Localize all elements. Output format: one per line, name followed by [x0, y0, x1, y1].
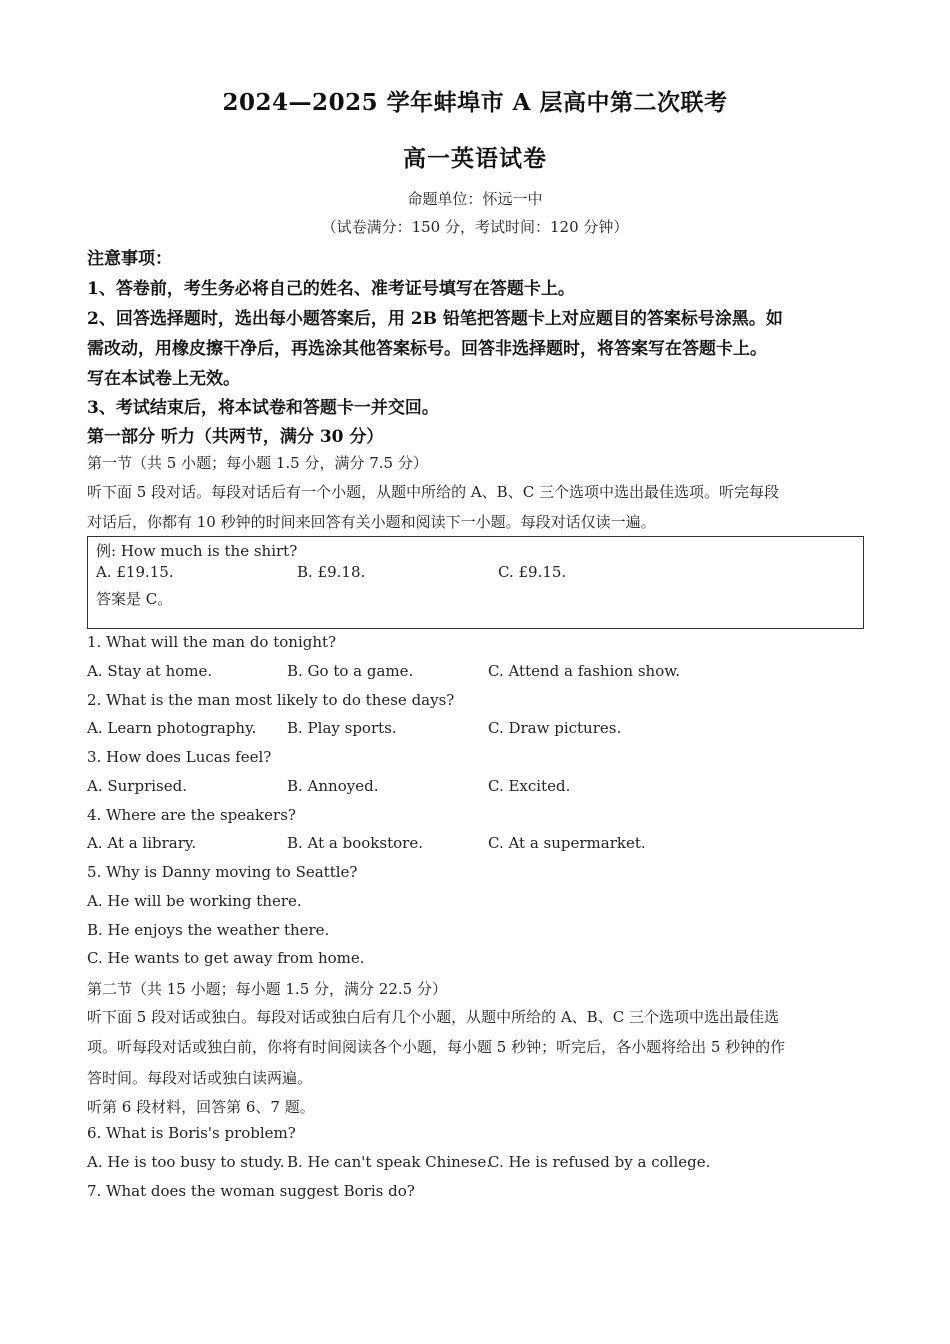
example-answer: 答案是 C。 [96, 590, 173, 608]
note-item: 2、回答选择题时，选出每小题答案后，用 2B 铅笔把答题卡上对应题目的答案标号涂黑。如 [87, 309, 783, 329]
option-a: A. He is too busy to study. [87, 1153, 285, 1171]
option-b: B. Go to a game. [287, 662, 414, 680]
option-a: A. Stay at home. [87, 662, 213, 680]
example-option-a: A. £19.15. [96, 563, 174, 581]
material-6-heading: 听第 6 段材料，回答第 6、7 题。 [87, 1098, 315, 1116]
note-item: 3、考试结束后，将本试卷和答题卡一并交回。 [87, 398, 439, 418]
section1-instructions: 听下面 5 段对话。每段对话后有一个小题，从题中所给的 A、B、C 三个选项中选出最佳选项。听完每段 [87, 483, 779, 501]
option-c: C. Draw pictures. [488, 719, 622, 737]
question-stem: 7. What does the woman suggest Boris do? [87, 1182, 415, 1200]
notes-heading: 注意事项： [87, 249, 172, 269]
question-stem: 2. What is the man most likely to do these days? [87, 691, 455, 709]
option-a: A. He will be working there. [87, 892, 302, 910]
section2-instructions: 项。听每段对话或独白前，你将有时间阅读各个小题，每小题 5 秒钟；听完后，各小题将给出 5 秒钟的作 [87, 1038, 786, 1056]
option-c: C. He is refused by a college. [488, 1153, 711, 1171]
part1-heading: 第一部分 听力（共两节，满分 30 分） [87, 427, 384, 447]
example-box [87, 536, 864, 629]
note-item: 需改动，用橡皮擦干净后，再选涂其他答案标号。回答非选择题时，将答案写在答题卡上。 [87, 339, 767, 359]
option-b: B. He enjoys the weather there. [87, 921, 330, 939]
note-item: 写在本试卷上无效。 [87, 369, 240, 389]
question-stem: 1. What will the man do tonight? [87, 633, 337, 651]
question-stem: 4. Where are the speakers? [87, 806, 296, 824]
option-c: C. He wants to get away from home. [87, 949, 365, 967]
question-stem: 6. What is Boris's problem? [87, 1124, 296, 1142]
option-a: A. At a library. [87, 834, 197, 852]
example-option-c: C. £9.15. [498, 563, 567, 581]
exam-title: 2024—2025 学年蚌埠市 A 层高中第二次联考 [222, 89, 728, 116]
question-stem: 3. How does Lucas feel? [87, 748, 272, 766]
author-unit: 命题单位：怀远一中 [407, 190, 543, 208]
section1-heading: 第一节（共 5 小题；每小题 1.5 分，满分 7.5 分） [87, 454, 428, 472]
question-stem: 5. Why is Danny moving to Seattle? [87, 863, 358, 881]
option-c: C. At a supermarket. [488, 834, 646, 852]
option-a: A. Surprised. [87, 777, 187, 795]
example-option-b: B. £9.18. [297, 563, 366, 581]
option-a: A. Learn photography. [87, 719, 257, 737]
option-c: C. Excited. [488, 777, 571, 795]
section2-instructions: 听下面 5 段对话或独白。每段对话或独白后有几个小题，从题中所给的 A、B、C 三个选项中选出最佳选 [87, 1008, 779, 1026]
section2-heading: 第二节（共 15 小题；每小题 1.5 分，满分 22.5 分） [87, 980, 447, 998]
exam-info: （试卷满分：150 分，考试时间：120 分钟） [321, 218, 629, 236]
exam-subtitle: 高一英语试卷 [403, 145, 547, 172]
option-b: B. He can't speak Chinese. [287, 1153, 492, 1171]
option-b: B. Play sports. [287, 719, 397, 737]
section2-instructions: 答时间。每段对话或独白读两遍。 [87, 1069, 313, 1087]
option-b: B. Annoyed. [287, 777, 379, 795]
example-question: 例: How much is the shirt? [96, 542, 298, 560]
section1-instructions: 对话后，你都有 10 秒钟的时间来回答有关小题和阅读下一小题。每段对话仅读一遍。 [87, 513, 656, 531]
option-b: B. At a bookstore. [287, 834, 423, 852]
note-item: 1、答卷前，考生务必将自己的姓名、准考证号填写在答题卡上。 [87, 279, 575, 299]
option-c: C. Attend a fashion show. [488, 662, 681, 680]
